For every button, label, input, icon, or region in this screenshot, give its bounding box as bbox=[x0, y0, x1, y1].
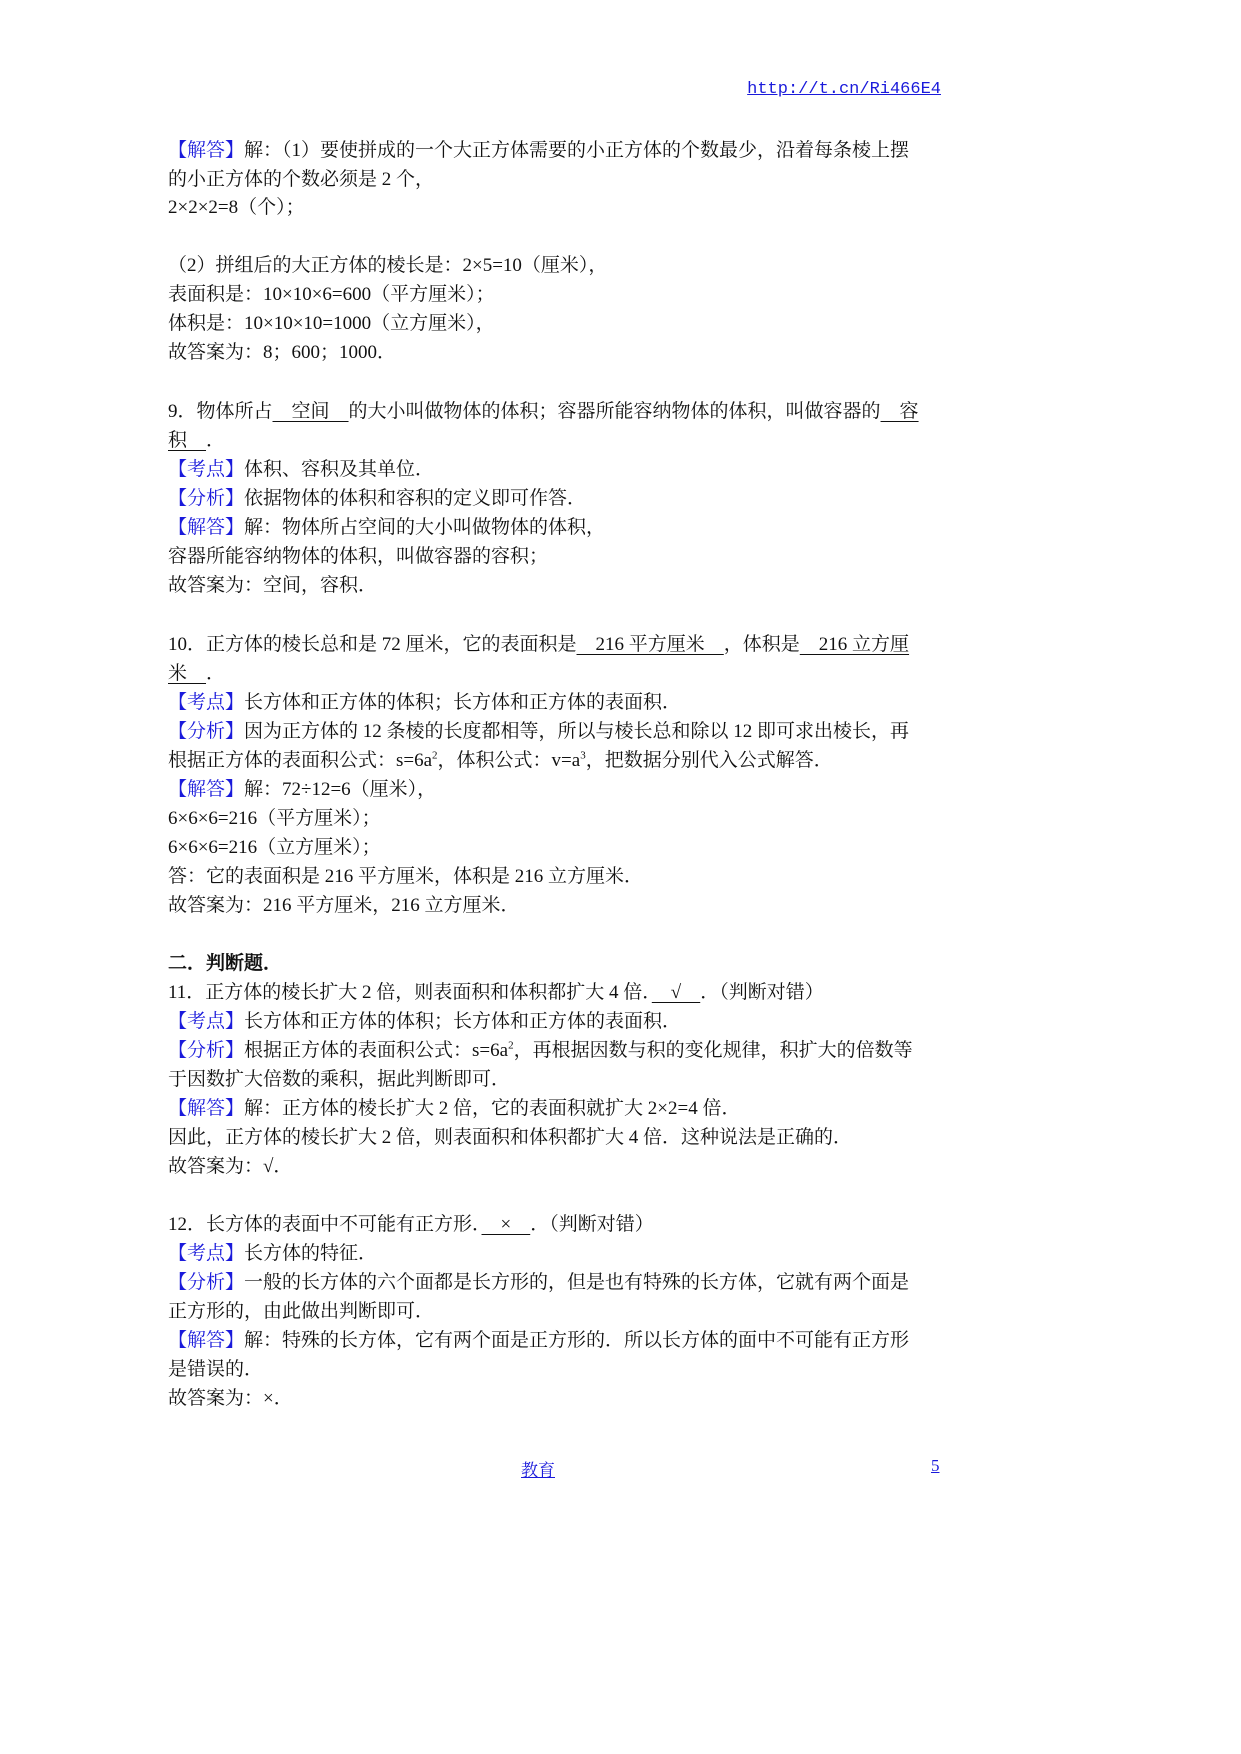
text-line bbox=[168, 544, 548, 570]
text-line bbox=[168, 167, 434, 193]
text-line bbox=[168, 748, 833, 774]
text-segment: 因此，正方体的棱长扩大 2 倍，则表面积和体积都扩大 4 倍．这种说法是正确的． bbox=[168, 1127, 853, 1148]
section-tag: 【考点】 bbox=[168, 459, 245, 480]
text-segment: 解：正方体的棱长扩大 2 倍，它的表面积就扩大 2×2=4 倍． bbox=[244, 1098, 741, 1119]
answer-blank: × bbox=[481, 1214, 531, 1235]
text-line bbox=[168, 340, 396, 366]
text-segment: ． bbox=[206, 430, 226, 451]
answer-blank: 空间 bbox=[272, 401, 349, 422]
text-segment: 体积、容积及其单位． bbox=[244, 459, 435, 480]
text-segment: ．（判断对错） bbox=[700, 982, 824, 1003]
section-tag: 【分析】 bbox=[168, 488, 245, 509]
text-segment: 根据正方体的表面积公式：s=6a bbox=[244, 1040, 509, 1061]
text-line bbox=[168, 282, 495, 308]
page-number[interactable]: 5 bbox=[931, 1456, 940, 1475]
text-line bbox=[168, 1299, 434, 1325]
text-line bbox=[168, 690, 681, 716]
text-line bbox=[168, 515, 605, 541]
text-segment: 6×6×6=216（立方厘米）； bbox=[168, 837, 381, 858]
text-segment: 解：（1）要使拼成的一个大正方体需要的小正方体的个数最少，沿着每条棱上摆 bbox=[244, 140, 910, 161]
text-line bbox=[168, 1096, 740, 1122]
text-segment: 长方体和正方体的体积；长方体和正方体的表面积． bbox=[244, 1011, 682, 1032]
text-segment: 解：特殊的长方体，它有两个面是正方形的．所以长方体的面中不可能有正方形 bbox=[244, 1330, 910, 1351]
section-tag: 【分析】 bbox=[168, 1272, 245, 1293]
section-tag: 【考点】 bbox=[168, 692, 245, 713]
text-line bbox=[168, 980, 824, 1006]
text-line bbox=[168, 1212, 654, 1238]
answer-blank: 米 bbox=[168, 663, 207, 684]
text-segment: 的小正方体的个数必须是 2 个， bbox=[168, 169, 435, 190]
text-segment: ．（判断对错） bbox=[530, 1214, 654, 1235]
answer-blank: √ bbox=[651, 982, 701, 1003]
section-tag: 【解答】 bbox=[168, 517, 245, 538]
text-segment: ． bbox=[206, 663, 226, 684]
answer-blank: 容 bbox=[880, 401, 919, 422]
section-tag: 【考点】 bbox=[168, 1243, 245, 1264]
text-line bbox=[168, 1038, 913, 1064]
header-link[interactable]: http://t.cn/Ri466E4 bbox=[747, 80, 941, 99]
text-segment: 解：物体所占空间的大小叫做物体的体积， bbox=[244, 517, 606, 538]
footer-link[interactable]: 教育 bbox=[521, 1461, 555, 1480]
text-line bbox=[168, 1009, 681, 1035]
text-line bbox=[168, 835, 381, 861]
text-segment: ，体积公式：v=a bbox=[437, 750, 581, 771]
text-segment: 2×2×2=8（个）； bbox=[168, 197, 305, 218]
text-line bbox=[168, 661, 225, 687]
text-segment: 容器所能容纳物体的体积，叫做容器的容积； bbox=[168, 546, 549, 567]
text-segment: 3 bbox=[580, 749, 586, 762]
section-tag: 【分析】 bbox=[168, 1040, 245, 1061]
text-line bbox=[168, 399, 919, 425]
text-segment: （2）拼组后的大正方体的棱长是：2×5=10（厘米）， bbox=[168, 255, 608, 276]
text-segment: 正方形的，由此做出判断即可． bbox=[168, 1301, 435, 1322]
text-line bbox=[168, 1328, 909, 1354]
text-line bbox=[168, 777, 436, 803]
text-segment: 长方体的特征． bbox=[244, 1243, 378, 1264]
text-line bbox=[168, 1270, 909, 1296]
text-line bbox=[168, 573, 377, 599]
text-segment: 2 bbox=[508, 1039, 514, 1052]
text-line bbox=[168, 428, 225, 454]
text-line bbox=[168, 864, 643, 890]
text-segment: 故答案为：×． bbox=[168, 1388, 293, 1409]
text-segment: 11．正方体的棱长扩大 2 倍，则表面积和体积都扩大 4 倍． bbox=[168, 982, 652, 1003]
text-line bbox=[168, 806, 381, 832]
text-segment: 因为正方体的 12 条棱的长度都相等，所以与棱长总和除以 12 即可求出棱长，再 bbox=[244, 721, 910, 742]
text-line bbox=[168, 195, 305, 221]
text-segment: 根据正方体的表面积公式：s=6a bbox=[168, 750, 433, 771]
text-segment: 12．长方体的表面中不可能有正方形． bbox=[168, 1214, 482, 1235]
text-line bbox=[168, 632, 909, 658]
section-tag: 【解答】 bbox=[168, 1098, 245, 1119]
section-tag: 【解答】 bbox=[168, 140, 245, 161]
text-segment: 答：它的表面积是 216 平方厘米，体积是 216 立方厘米． bbox=[168, 866, 644, 887]
section-tag: 【考点】 bbox=[168, 1011, 245, 1032]
text-line bbox=[168, 1067, 510, 1093]
text-segment: 故答案为：空间，容积． bbox=[168, 575, 378, 596]
text-segment: 依据物体的体积和容积的定义即可作答． bbox=[244, 488, 587, 509]
text-segment: ，再根据因数与积的变化规律，积扩大的倍数等 bbox=[513, 1040, 913, 1061]
text-segment: 长方体和正方体的体积；长方体和正方体的表面积． bbox=[244, 692, 682, 713]
text-line bbox=[168, 457, 434, 483]
answer-blank: 216 平方厘米 bbox=[576, 634, 724, 655]
text-segment: 故答案为：216 平方厘米，216 立方厘米． bbox=[168, 895, 520, 916]
text-segment: 于因数扩大倍数的乘积，据此判断即可． bbox=[168, 1069, 511, 1090]
text-segment: 2 bbox=[432, 749, 438, 762]
text-segment: 二．判断题． bbox=[168, 953, 283, 974]
text-segment: 的大小叫做物体的体积；容器所能容纳物体的体积，叫做容器的 bbox=[348, 401, 881, 422]
text-segment: 解：72÷12=6（厘米）， bbox=[244, 779, 437, 800]
text-line bbox=[168, 951, 282, 977]
text-segment: ，把数据分别代入公式解答． bbox=[585, 750, 833, 771]
text-line bbox=[168, 311, 495, 337]
text-segment: 一般的长方体的六个面都是长方形的，但是也有特殊的长方体，它就有两个面是 bbox=[244, 1272, 910, 1293]
text-segment: 故答案为：8；600；1000． bbox=[168, 342, 397, 363]
text-line bbox=[168, 253, 607, 279]
text-line bbox=[168, 1386, 293, 1412]
text-segment: 是错误的． bbox=[168, 1359, 264, 1380]
text-line bbox=[168, 893, 520, 919]
text-segment: 体积是：10×10×10=1000（立方厘米）， bbox=[168, 313, 495, 334]
section-tag: 【分析】 bbox=[168, 721, 245, 742]
section-tag: 【解答】 bbox=[168, 1330, 245, 1351]
text-line bbox=[168, 1357, 263, 1383]
text-segment: 10．正方体的棱长总和是 72 厘米，它的表面积是 bbox=[168, 634, 577, 655]
answer-blank: 216 立方厘 bbox=[799, 634, 910, 655]
text-segment: ，体积是 bbox=[723, 634, 800, 655]
text-segment: 9．物体所占 bbox=[168, 401, 273, 422]
text-line bbox=[168, 486, 586, 512]
answer-blank: 积 bbox=[168, 430, 207, 451]
text-segment: 故答案为：√． bbox=[168, 1156, 293, 1177]
text-segment: 表面积是：10×10×6=600（平方厘米）； bbox=[168, 284, 495, 305]
text-segment: 6×6×6=216（平方厘米）； bbox=[168, 808, 381, 829]
text-line bbox=[168, 1125, 852, 1151]
section-tag: 【解答】 bbox=[168, 779, 245, 800]
text-line bbox=[168, 719, 909, 745]
text-line bbox=[168, 1154, 292, 1180]
text-line bbox=[168, 1241, 377, 1267]
text-line bbox=[168, 138, 909, 164]
